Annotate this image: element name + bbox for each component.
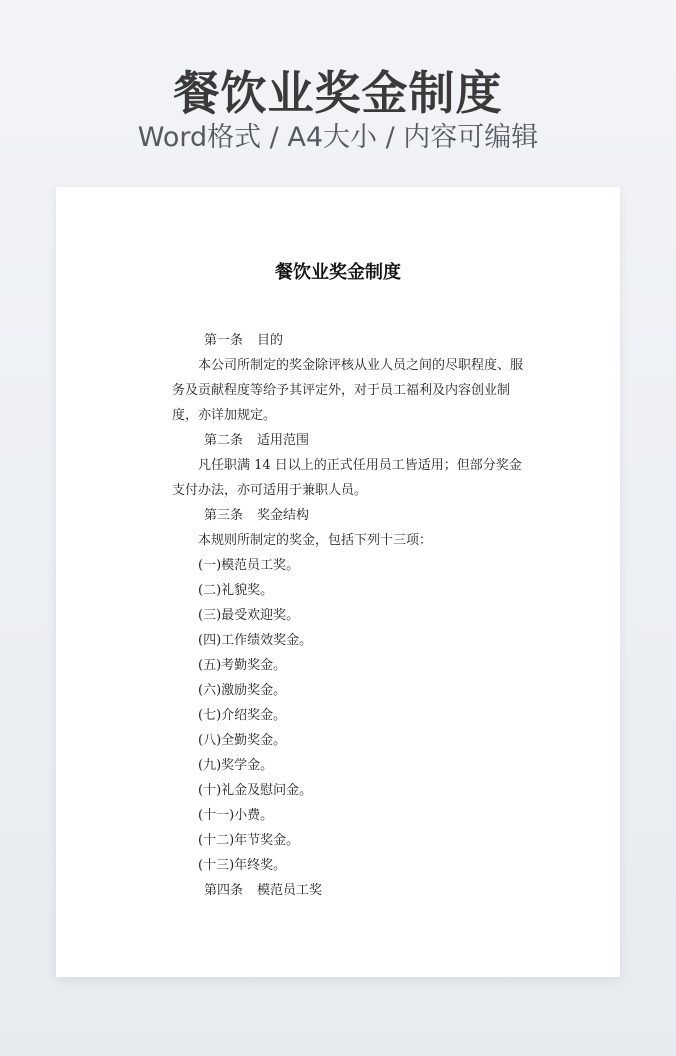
body-line: 本公司所制定的奖金除评核从业人员之间的尽职程度、服 (198, 358, 524, 373)
article-label: 第三条 (204, 508, 244, 523)
article-heading (172, 328, 520, 353)
body-line: (二)礼貌奖。 (198, 583, 274, 598)
body-line: 本规则所制定的奖金，包括下列十三项： (198, 533, 433, 548)
document-page (56, 187, 620, 977)
body-line: (一)模范员工奖。 (198, 558, 300, 573)
body-line: 度，亦详加规定。 (172, 408, 277, 423)
body-line: (三)最受欢迎奖。 (198, 608, 300, 623)
article-title: 目的 (257, 333, 284, 348)
document-title: 餐饮业奖金制度 (275, 262, 401, 283)
body-line: (六)激励奖金。 (198, 683, 287, 698)
body-line: (五)考勤奖金。 (198, 658, 287, 673)
article-label: 第二条 (204, 433, 244, 448)
body-line: (九)奖学金。 (198, 758, 274, 773)
article-heading (172, 878, 520, 903)
banner-subtitle: Word格式 / A4大小 / 内容可编辑 (137, 122, 539, 153)
article-label: 第一条 (204, 333, 244, 348)
article-label: 第四条 (204, 883, 244, 898)
body-line: (十)礼金及慰问金。 (198, 783, 313, 798)
body-line: 凡任职满 14 日以上的正式任用员工皆适用；但部分奖金 (198, 458, 522, 473)
body-line: (十三)年终奖。 (198, 858, 287, 873)
article-heading (172, 503, 520, 528)
banner-title: 餐饮业奖金制度 (173, 66, 503, 120)
body-line: (十二)年节奖金。 (198, 833, 300, 848)
body-line: (七)介绍奖金。 (198, 708, 287, 723)
article-heading (172, 428, 520, 453)
article-title: 适用范围 (257, 433, 310, 448)
body-line: 支付办法，亦可适用于兼职人员。 (172, 483, 368, 498)
body-line: (四)工作绩效奖金。 (198, 633, 313, 648)
body-line: (十一)小费。 (198, 808, 274, 823)
article-title: 模范员工奖 (257, 883, 323, 898)
body-line: (八)全勤奖金。 (198, 733, 287, 748)
article-title: 奖金结构 (257, 508, 310, 523)
document-body (172, 328, 524, 903)
body-line: 务及贡献程度等给予其评定外，对于员工福利及内容创业制 (172, 383, 511, 398)
